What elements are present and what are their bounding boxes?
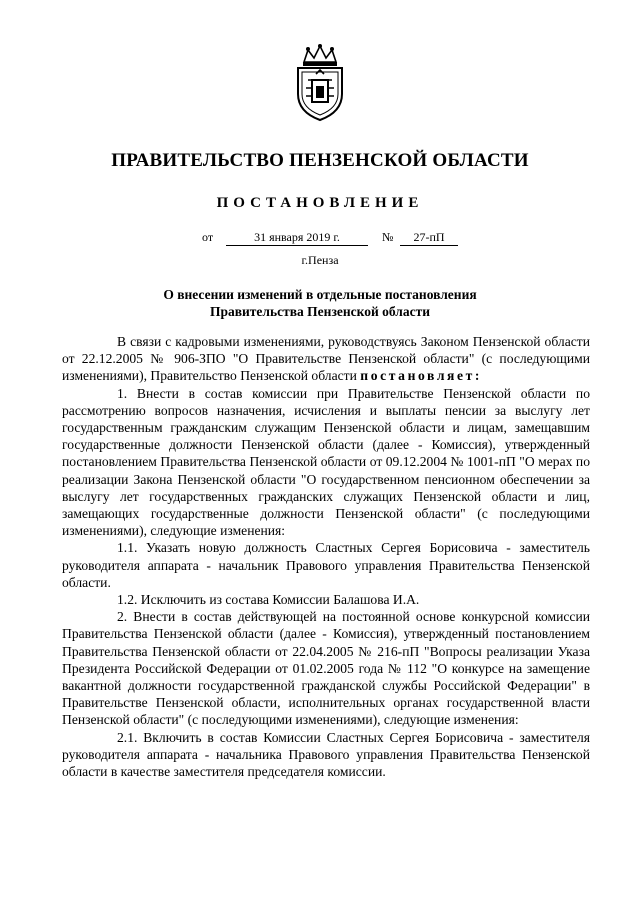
paragraph-2-1: 2.1. Включить в состав Комиссии Сластных Сергея Борисовича - заместителя руководителя аппарата - начальника Правового управления Правительства Пензенской области в качестве заместителя председателя комиссии. [62,729,590,780]
intro-paragraph [62,333,590,385]
paragraph-1-1: 1.1. Указать новую должность Сластных Сергея Борисовича - заместитель руководителя аппарата - начальник Правового управления Правительства Пензенской области. [62,540,590,590]
number-sign: № [382,230,394,244]
city-name: г.Пенза [301,253,339,267]
coat-of-arms-icon [290,44,350,122]
document-body [62,333,590,780]
intro-text: В связи с кадровыми изменениями, руководствуясь Законом Пензенской области от 22.12.2005 № 906-ЗПО "О Правительстве Пензенской области" (с последующими изменениями), Правительство Пензенской области [62,334,590,384]
government-title: ПРАВИТЕЛЬСТВО ПЕНЗЕНСКОЙ ОБЛАСТИ [111,150,529,171]
paragraph-2: 2. Внести в состав действующей на постоянной основе конкурсной комиссии Правительства Пензенской области (далее - Комиссия), утвержденный постановлением Правительства Пензенской области от 22.04.2005 № 216-пП "Вопросы реализации Указа Президента Российской Федерации от 01.02.2005 года № 112 "О конкурсе на замещение вакантной должности государственной гражданской службы Российской Федерации" в Правительстве Пензенской области, исполнительных органах государственной власти Пензенской области" (с последующими изменениями), следующие изменения: [62,609,590,728]
document-date: 31 января 2019 г. [226,230,368,246]
document-subject [0,286,640,320]
date-prefix: от [202,230,214,244]
paragraph-1-2: 1.2. Исключить из состава Комиссии Балашова И.А. [117,592,420,608]
decree-word: постановляет: [360,368,483,384]
document-number: 27-пП [400,230,458,246]
subject-line-1: О внесении изменений в отдельные постановления [163,287,477,302]
subject-line-2: Правительства Пензенской области [209,304,431,319]
paragraph-1: 1. Внести в состав комиссии при Правительстве Пензенской области по рассмотрению вопросов назначения, исчисления и выплаты пенсии за выслугу лет государственным гражданским служащим Пензенской области и лицам, замещавшим государственные должности Пензенской области (далее - Комиссия), утвержденный постановлением Правительства Пензенской области от 09.12.2004 № 1001-пП "О мерах по реализации Закона Пензенской области "О государственном пенсионном обеспечении за выслугу лет государственных гражданских служащих Пензенской области и лиц, замещающих государственные должности Пензенской области" (с последующими изменениями), следующие изменения: [62,385,590,539]
document-type-heading: ПОСТАНОВЛЕНИЕ [216,195,424,211]
